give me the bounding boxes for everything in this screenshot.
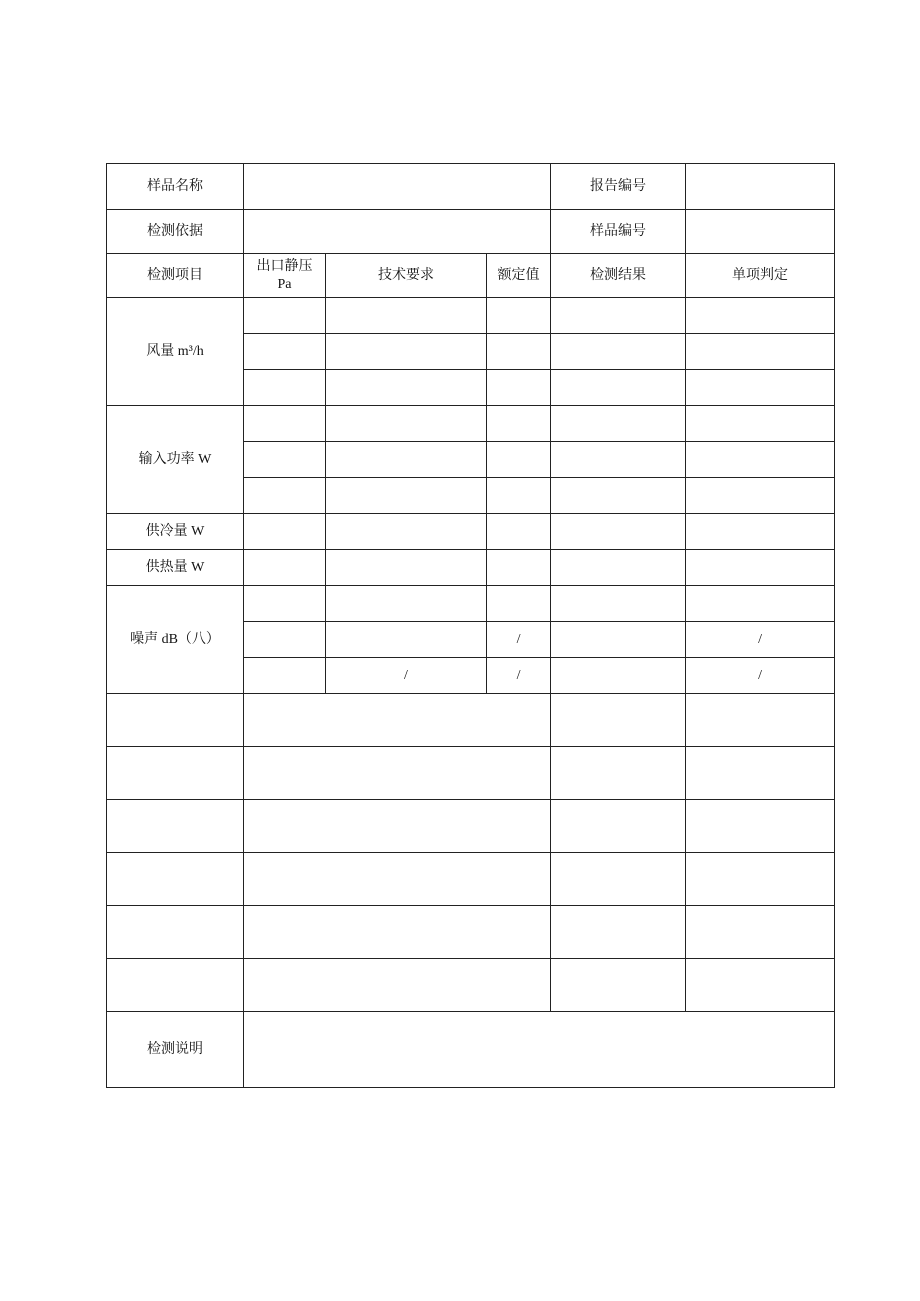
table-cell[interactable] [487, 478, 551, 514]
col-header-tech-req: 技术要求 [326, 254, 487, 298]
blank-item-cell[interactable] [107, 747, 244, 800]
blank-req-cell[interactable] [244, 747, 551, 800]
table-cell[interactable] [244, 406, 326, 442]
blank-req-cell[interactable] [244, 694, 551, 747]
blank-req-cell[interactable] [244, 959, 551, 1012]
test-basis-value[interactable] [244, 210, 551, 254]
table-cell[interactable] [244, 550, 326, 586]
table-cell[interactable] [551, 658, 686, 694]
col-header-verdict: 单项判定 [686, 254, 835, 298]
item-heating: 供热量 W [107, 550, 244, 586]
table-cell[interactable] [551, 586, 686, 622]
item-airflow: 风量 m³/h [107, 298, 244, 406]
table-cell[interactable] [326, 298, 487, 334]
table-cell[interactable] [244, 586, 326, 622]
blank-req-cell[interactable] [244, 906, 551, 959]
table-cell[interactable] [244, 334, 326, 370]
table-cell[interactable] [686, 586, 835, 622]
table-cell[interactable] [487, 370, 551, 406]
na-slash: / [686, 658, 835, 694]
table-cell[interactable] [244, 298, 326, 334]
test-report-table [106, 163, 835, 1088]
test-basis-label: 检测依据 [107, 210, 244, 254]
item-cooling: 供冷量 W [107, 514, 244, 550]
table-cell[interactable] [326, 334, 487, 370]
table-cell[interactable] [244, 442, 326, 478]
table-cell[interactable] [551, 334, 686, 370]
table-cell[interactable] [551, 406, 686, 442]
blank-result-cell[interactable] [551, 800, 686, 853]
table-cell[interactable] [244, 658, 326, 694]
table-cell[interactable] [244, 514, 326, 550]
sample-no-label: 样品编号 [551, 210, 686, 254]
table-cell[interactable] [487, 514, 551, 550]
table-cell[interactable] [551, 622, 686, 658]
table-cell[interactable] [487, 298, 551, 334]
blank-verdict-cell[interactable] [686, 800, 835, 853]
table-cell[interactable] [326, 370, 487, 406]
table-cell[interactable] [686, 334, 835, 370]
table-cell[interactable] [487, 334, 551, 370]
table-cell[interactable] [551, 370, 686, 406]
table-cell[interactable] [487, 442, 551, 478]
table-cell[interactable] [487, 550, 551, 586]
table-cell[interactable] [686, 442, 835, 478]
na-slash: / [487, 622, 551, 658]
blank-verdict-cell[interactable] [686, 906, 835, 959]
notes-value[interactable] [244, 1012, 835, 1088]
blank-item-cell[interactable] [107, 853, 244, 906]
table-cell[interactable] [487, 586, 551, 622]
table-cell[interactable] [326, 550, 487, 586]
col-header-item: 检测项目 [107, 254, 244, 298]
table-cell[interactable] [326, 622, 487, 658]
blank-result-cell[interactable] [551, 853, 686, 906]
col-header-result: 检测结果 [551, 254, 686, 298]
col-header-outlet-pressure-line1: 出口静压 [256, 258, 313, 274]
na-slash: / [487, 658, 551, 694]
table-cell[interactable] [551, 442, 686, 478]
table-cell[interactable] [487, 406, 551, 442]
na-slash: / [326, 658, 487, 694]
sample-name-value[interactable] [244, 164, 551, 210]
blank-verdict-cell[interactable] [686, 959, 835, 1012]
item-noise: 噪声 dB（八） [107, 586, 244, 694]
blank-verdict-cell[interactable] [686, 694, 835, 747]
table-cell[interactable] [686, 298, 835, 334]
table-cell[interactable] [551, 298, 686, 334]
na-slash: / [686, 622, 835, 658]
table-cell[interactable] [326, 478, 487, 514]
table-cell[interactable] [244, 478, 326, 514]
table-cell[interactable] [326, 406, 487, 442]
table-cell[interactable] [551, 514, 686, 550]
blank-result-cell[interactable] [551, 906, 686, 959]
item-input-power: 输入功率 W [107, 406, 244, 514]
table-cell[interactable] [244, 370, 326, 406]
table-cell[interactable] [686, 478, 835, 514]
blank-result-cell[interactable] [551, 747, 686, 800]
table-cell[interactable] [686, 406, 835, 442]
table-cell[interactable] [551, 550, 686, 586]
notes-label: 检测说明 [107, 1012, 244, 1088]
sample-no-value[interactable] [686, 210, 835, 254]
blank-verdict-cell[interactable] [686, 747, 835, 800]
blank-verdict-cell[interactable] [686, 853, 835, 906]
blank-item-cell[interactable] [107, 694, 244, 747]
sample-name-label: 样品名称 [107, 164, 244, 210]
blank-req-cell[interactable] [244, 800, 551, 853]
blank-item-cell[interactable] [107, 800, 244, 853]
table-cell[interactable] [551, 478, 686, 514]
blank-result-cell[interactable] [551, 694, 686, 747]
blank-item-cell[interactable] [107, 906, 244, 959]
blank-result-cell[interactable] [551, 959, 686, 1012]
blank-item-cell[interactable] [107, 959, 244, 1012]
table-cell[interactable] [686, 370, 835, 406]
col-header-outlet-pressure-line2: Pa [277, 276, 292, 292]
table-cell[interactable] [244, 622, 326, 658]
report-no-label: 报告编号 [551, 164, 686, 210]
col-header-rated: 额定值 [487, 254, 551, 298]
table-cell[interactable] [326, 586, 487, 622]
col-header-outlet-pressure [244, 254, 326, 298]
table-cell[interactable] [686, 550, 835, 586]
table-cell[interactable] [326, 514, 487, 550]
blank-req-cell[interactable] [244, 853, 551, 906]
report-no-value[interactable] [686, 164, 835, 210]
table-cell[interactable] [326, 442, 487, 478]
table-cell[interactable] [686, 514, 835, 550]
